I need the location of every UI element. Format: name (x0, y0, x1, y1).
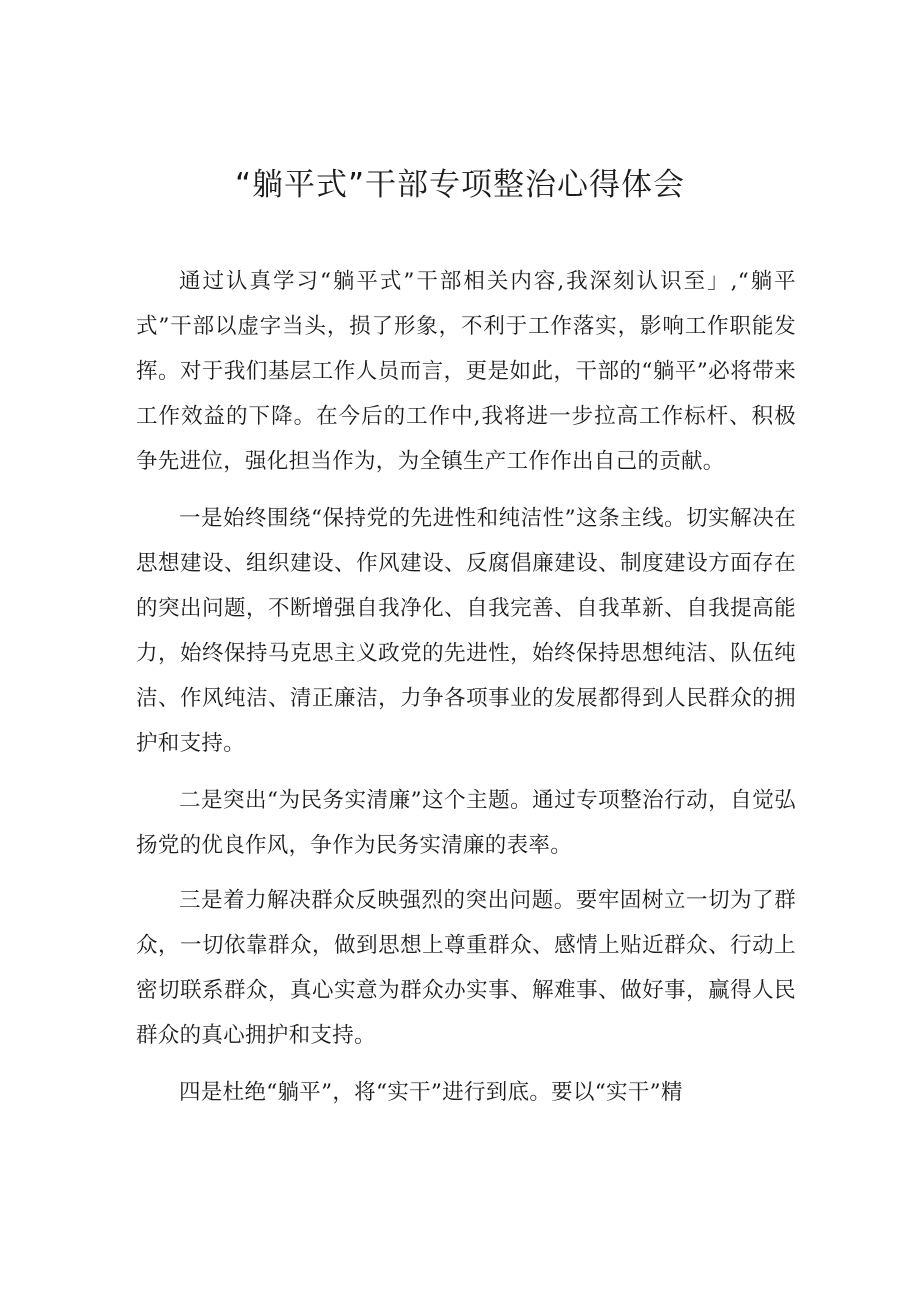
paragraph-point-four: 四是杜绝“躺平”，将“实干”进行到底。要以“实干”精 (179, 1080, 683, 1105)
paragraph-point-one: 一是始终围绕“保持党的先进性和纯洁性”这条主线。切实解决在思想建设、组织建设、作风建设、反腐倡廉建设、制度建设方面存在的突出问题，不断增强自我净化、自我完善、自我革新、自我提高能力，始终保持马克思主义政党的先进性，始终保持思想纯洁、队伍纯洁、作风纯洁、清正廉洁，力争各项事业的发展都得到人民群众的拥护和支持。 (136, 506, 796, 756)
paragraph-point-two: 二是突出“为民务实清廉”这个主题。通过专项整治行动，自觉弘扬党的优良作风，争作为民务实清廉的表率。 (136, 788, 796, 858)
paragraph-point-three: 三是着力解决群众反映强烈的突出问题。要牢固树立一切为了群众，一切依靠群众，做到思想上尊重群众、感情上贴近群众、行动上密切联系群众，真心实意为群众办实事、解难事、做好事，赢得人民群众的真心拥护和支持。 (136, 888, 796, 1048)
document-body (136, 259, 796, 1115)
paragraph-intro: 通过认真学习“躺平式”干部相关内容,我深刻认识至」,“躺平式”干部以虚字当头，损了形象，不利于工作落实，影响工作职能发挥。对于我们基层工作人员而言，更是如此，干部的“躺平”必将带来工作效益的下降。在今后的工作中,我将进一步拉高工作标杆、积极争先进位，强化担当作为，为全镇生产工作作出自己的贡献。 (136, 269, 796, 474)
document-title: “躺平式”干部专项整治心得体会 (234, 167, 686, 203)
